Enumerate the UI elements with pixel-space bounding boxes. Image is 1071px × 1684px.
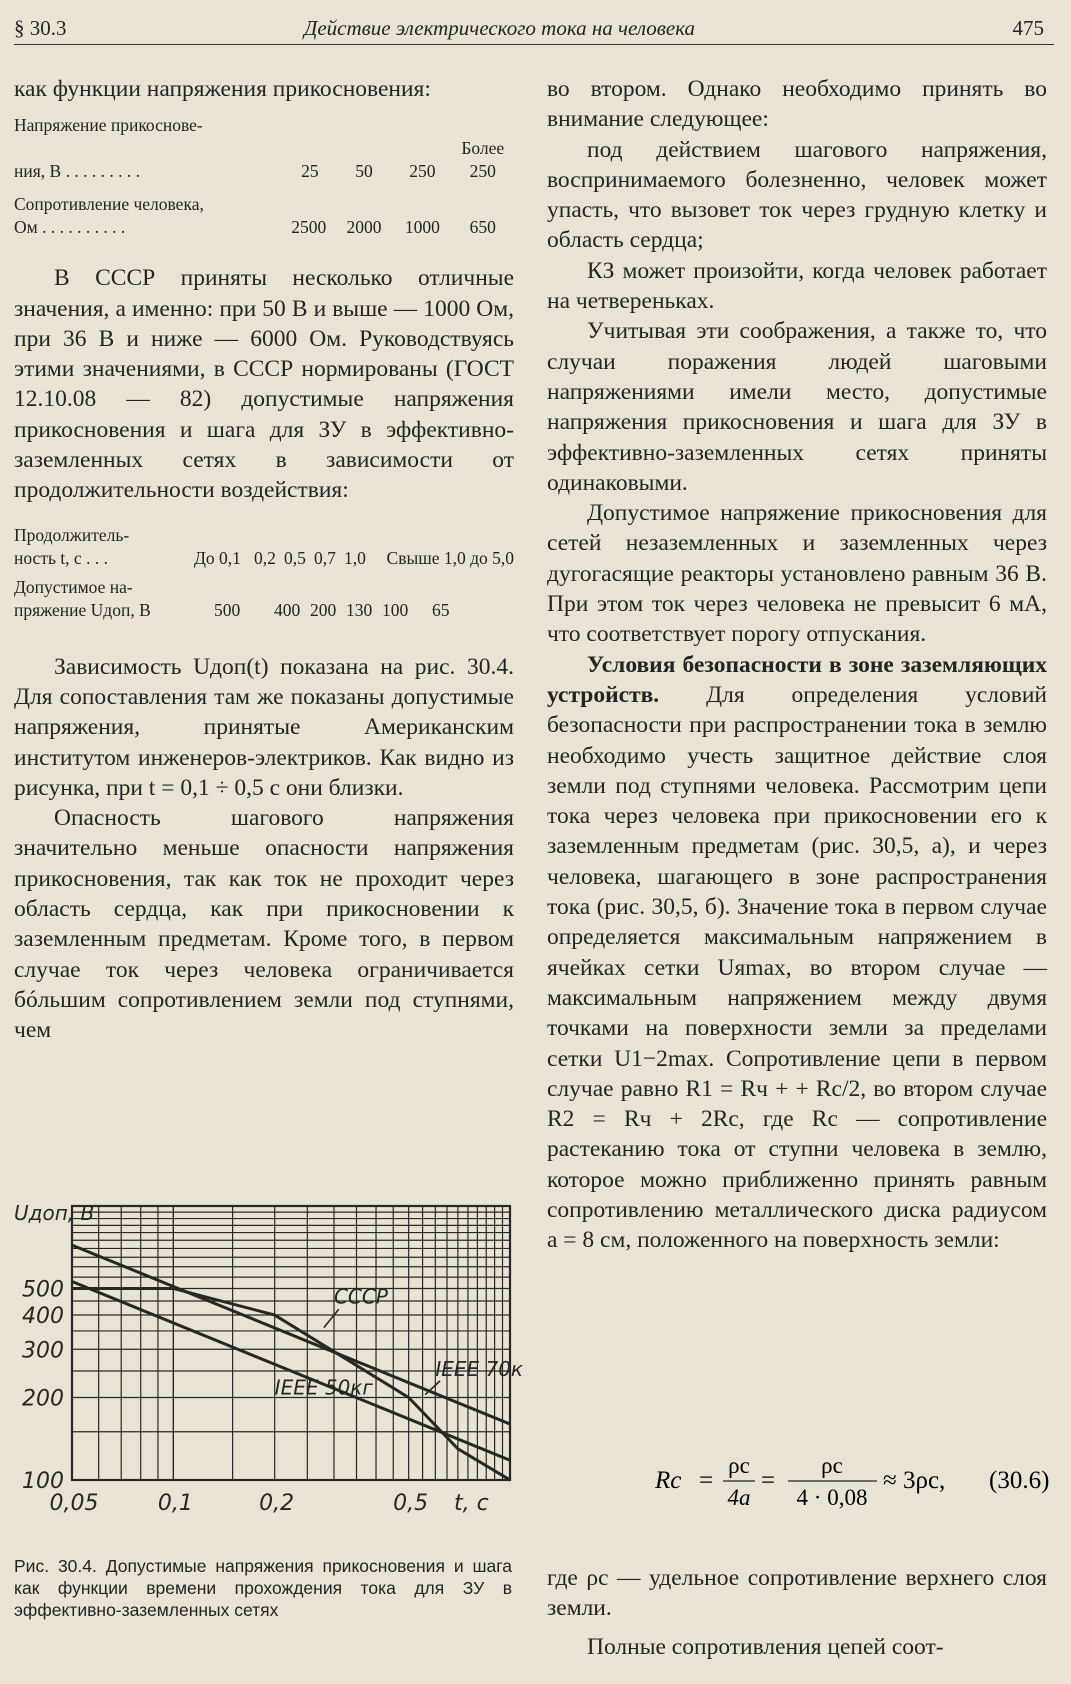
table-cell: 500 <box>214 599 241 620</box>
section-heading: Условия безопасности в зоне заземляющих устройств. <box>547 651 1047 708</box>
paragraph: под действием шагового напряжения, воспринимаемого болезненно, человек может упасть, что вызовет ток через грудную клетку и область сердца; <box>547 136 1047 254</box>
table-row <box>14 547 514 570</box>
table-cell: 1000 <box>404 217 440 238</box>
formula-svg <box>655 1445 1055 1515</box>
paragraph: Полные сопротивления цепей соот- <box>587 1633 944 1660</box>
right-column-tail <box>547 1563 1047 1662</box>
formula-frac2-den: 4 · 0,08 <box>796 1485 868 1510</box>
paragraph: Опасность шагового напряжения значительно меньше опасности напряжения прикосновения, так как ток не проходит через область сердца, как при прикосновении к заземленным предметам. Кроме того, в первом случае ток через человека ограничивается бóльшим сопротивлением земли под ступнями, чем <box>14 805 514 1044</box>
y-tick-label: 300 <box>22 1338 64 1364</box>
left-column <box>14 74 514 1046</box>
x-tick-label: 0,05 <box>49 1491 99 1516</box>
formula-lhs: Rс <box>655 1467 682 1494</box>
table-label: Ом . . . . . . . . . . <box>14 217 126 238</box>
table-cell: 650 <box>469 217 496 238</box>
table-cell: 130 <box>346 599 373 620</box>
paragraph: где ρс — удельное сопротивление верхнего слоя земли. <box>547 1565 1047 1622</box>
table-cell: Более 250 <box>461 138 505 182</box>
y-tick-label: 100 <box>22 1469 64 1494</box>
table-label: Допустимое на- <box>14 576 133 597</box>
formula-eq: = <box>699 1467 714 1494</box>
table-cell: Свыше 1,0 до 5,0 <box>386 547 514 568</box>
paragraph: Учитывая эти соображения, а также то, что случаи поражения людей шаговыми напряжениями имели место, допустимые напряжения прикосновения и шага для ЗУ в эффективно-заземленных сетях приняты одинаковыми. <box>547 318 1047 496</box>
table-label: Напряжение прикоснове- <box>14 115 203 136</box>
x-tick-label: 0,1 <box>157 1491 193 1516</box>
table-cell: 2000 <box>346 217 382 238</box>
plot-frame <box>72 1206 510 1480</box>
series-label: СССР <box>333 1284 388 1309</box>
table-label: пряжение Uдоп, В <box>14 599 151 620</box>
y-tick-label: 400 <box>22 1304 64 1330</box>
paragraph: как функции напряжения прикосновения: <box>14 76 431 102</box>
resistance-table <box>14 114 514 239</box>
paragraph: В СССР приняты несколько отличные значения, а именно: при 50 В и выше — 1000 Ом, при 36 В и ниже — 6000 Ом. Руководствуясь этими значениями, в СССР нормированы (ГОСТ 12.10.08 — 82) допустимые напряжения прикосновения и шага для ЗУ в эффективно-заземленных сетях в зависимости от продолжительности воздействия: <box>14 265 514 504</box>
table-cell: 0,2 <box>254 547 276 568</box>
paragraph: Допустимое напряжение прикосновения для сетей незаземленных и заземленных через дугогасящие реакторы установлено равным 36 В. При этом ток через человека не превысит 6 мА, что соответствует порогу отпускания. <box>547 500 1047 648</box>
x-tick-label: 0,2 <box>259 1491 295 1516</box>
table-cell: 0,5 <box>284 547 306 568</box>
table-cell: 100 <box>382 599 409 620</box>
table-row <box>14 137 514 183</box>
paragraph: КЗ может произойти, когда человек работает на четвереньках. <box>547 257 1047 315</box>
series-label: IEEE 70кг <box>435 1356 524 1381</box>
table-cell: 50 <box>355 161 373 182</box>
running-title: Действие электрического тока на человека <box>304 16 696 40</box>
section-number: § 30.3 <box>14 16 67 40</box>
table-label: Продолжитель- <box>14 524 130 545</box>
table-cell: 400 <box>274 599 301 620</box>
figure-caption: Рис. 30.4. Допустимые напряжения прикосновения и шага как функции времени прохождения тока для ЗУ в эффективно-заземленных сетях <box>14 1556 512 1620</box>
figure-30-4 <box>14 1198 524 1548</box>
series-label: IEEE 50кг <box>274 1375 373 1400</box>
table-label: ния, В . . . . . . . . . <box>14 161 140 182</box>
duration-table <box>14 524 514 622</box>
paragraph-text: Для определения условий безопасности при распространении тока в землю необходимо учесть защитное действие слоя земли под ступнями человека. Рассмотрим цепи тока через человека при прикосновении его к заземленным предметам (рис. 30,5, а), и через человека, шагающего в зоне распространения тока (рис. 30,5, б). Значение тока в первом случае определяется максимальным напряжением в ячейках сетки Uяmax, во втором случае — максимальным напряжением между двумя точками на поверхности земли за пределами сетки U1−2max. Сопротивление цепи в первом случае равно R1 = Rч + + Rс/2, во втором случае R2 = Rч + 2Rс, где Rс — сопротивление растеканию тока от ступни человека в землю, которое можно приближенно принять равным сопротивлению металлического диска радиусом a = 8 см, положенного на поверхность земли: <box>547 681 1047 1254</box>
formula-frac1-den: 4a <box>727 1485 751 1510</box>
x-axis-label: t, с <box>454 1491 489 1516</box>
y-tick-label: 500 <box>22 1277 64 1303</box>
table-row <box>14 599 514 622</box>
table-cell: 200 <box>310 599 337 620</box>
right-column <box>547 74 1047 1256</box>
chart-svg <box>14 1198 524 1548</box>
formula-30-6 <box>655 1445 1055 1515</box>
formula-frac2-num: ρс <box>821 1453 843 1478</box>
formula-frac1-num: ρс <box>728 1453 750 1478</box>
page-number: 475 <box>1012 16 1044 40</box>
y-axis-label: Uдоп, В <box>14 1201 95 1225</box>
table-cell: До 0,1 <box>194 547 241 568</box>
table-cell: 1,0 <box>344 547 366 568</box>
y-tick-label: 200 <box>22 1386 64 1412</box>
label-leader <box>324 1309 339 1327</box>
formula-eq: = <box>761 1467 776 1494</box>
table-row <box>14 216 514 239</box>
table-label: ность t, с . . . <box>14 547 108 568</box>
table-cell: 0,7 <box>314 547 336 568</box>
x-tick-label: 0,5 <box>393 1491 429 1516</box>
formula-number: (30.6) <box>989 1467 1050 1494</box>
page-header <box>14 14 1054 45</box>
table-cell: 250 <box>409 161 436 182</box>
paragraph <box>547 650 1047 1256</box>
table-cell: 25 <box>301 161 319 182</box>
table-label: Сопротивление человека, <box>14 194 204 215</box>
table-cell: 65 <box>432 599 450 620</box>
table-cell: 2500 <box>291 217 327 238</box>
paragraph: во втором. Однако необходимо принять во внимание следующее: <box>547 76 1047 133</box>
formula-result: ≈ 3ρс, <box>883 1467 946 1494</box>
paragraph: Зависимость Uдоп(t) показана на рис. 30.4. Для сопоставления там же показаны допустимые напряжения, принятые Американским институтом инженеров-электриков. Как видно из рисунка, при t = 0,1 ÷ 0,5 с они близки. <box>14 653 514 801</box>
